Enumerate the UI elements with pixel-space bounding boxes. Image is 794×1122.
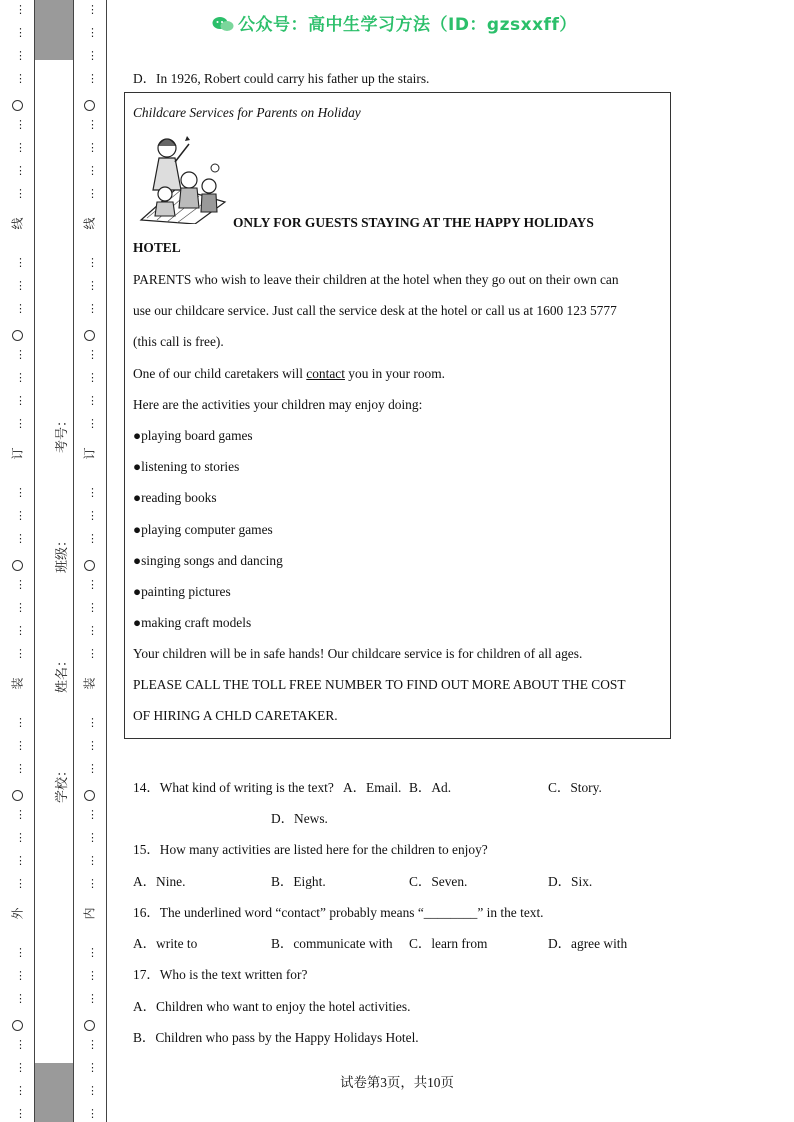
field-name: 姓名： [55,653,71,694]
dotted-cut-line: ⋮ [87,371,98,384]
q14-option-a[interactable]: A．Email. [343,780,402,795]
header-text: 公众号：高中生学习方法（ID：gzsxxff） [238,15,577,35]
field-class: 班级： [55,533,71,574]
dotted-cut-line: ⋮ [87,831,98,844]
outer-binding-margin [0,0,34,1122]
headline-line1: ONLY FOR GUESTS STAYING AT THE HAPPY HOLIDAYS [233,215,594,230]
dotted-cut-line: ⋮ [87,532,98,545]
binding-hole-circle [84,1020,95,1031]
dotted-cut-line: ⋮ [15,1084,26,1097]
dotted-cut-line: ⋮ [15,1038,26,1051]
student-info-band [34,0,74,1122]
paragraph1-line2: use our childcare service. Just call the service desk at the hotel or call us at 1600 123 5777 [133,303,617,318]
paragraph5-line2: OF HIRING A CHLD CARETAKER. [133,708,338,723]
outer-binding-mark: 订 [10,447,25,460]
activity-item: ●reading books [133,490,217,505]
dotted-cut-line: ⋮ [87,877,98,890]
dotted-cut-line: ⋮ [87,72,98,85]
paragraph2 [133,366,445,382]
dotted-cut-line: ⋮ [87,187,98,200]
dotted-cut-line: ⋮ [87,486,98,499]
q14-option-b[interactable]: B．Ad. [409,780,452,795]
dotted-cut-line: ⋮ [15,762,26,775]
dotted-cut-line: ⋮ [87,1061,98,1074]
dotted-cut-line: ⋮ [87,1038,98,1051]
dotted-cut-line: ⋮ [87,3,98,16]
dotted-cut-line: ⋮ [15,647,26,660]
binding-hole-circle [84,330,95,341]
dotted-cut-line: ⋮ [15,854,26,867]
q15-option-d[interactable]: D．Six. [548,874,593,889]
dotted-cut-line: ⋮ [87,647,98,660]
dotted-cut-line: ⋮ [87,118,98,131]
dotted-cut-line: ⋮ [15,532,26,545]
children-illustration [137,128,229,224]
outer-binding-mark: 外 [10,907,25,920]
outer-binding-mark: 线 [10,217,25,230]
paragraph1-line1: PARENTS who wish to leave their children at the hotel when they go out on their own can [133,272,619,287]
dotted-cut-line: ⋮ [87,417,98,430]
binding-hole-circle [12,100,23,111]
binding-hole-circle [12,330,23,341]
activity-item: ●playing board games [133,428,253,443]
previous-option-d: D．In 1926, Robert could carry his father up the stairs. [133,71,430,86]
dotted-cut-line: ⋮ [87,601,98,614]
q15-option-a[interactable]: A．Nine. [133,874,186,889]
dotted-cut-line: ⋮ [15,877,26,890]
outer-binding-mark: 装 [10,677,25,690]
q14-option-d[interactable]: D．News. [271,811,328,826]
activity-item: ●painting pictures [133,584,231,599]
wechat-icon [212,16,234,32]
inner-binding-mark: 订 [82,447,97,460]
binding-hole-circle [12,1020,23,1031]
field-exam-number: 考号： [55,413,71,454]
dotted-cut-line: ⋮ [87,49,98,62]
passage-title: Childcare Services for Parents on Holiday [133,105,361,120]
activity-item: ●playing computer games [133,522,273,537]
dotted-cut-line: ⋮ [87,808,98,821]
dotted-cut-line: ⋮ [15,992,26,1005]
dotted-cut-line: ⋮ [87,26,98,39]
paragraph2-after: you in your room. [344,366,446,381]
dotted-cut-line: ⋮ [15,946,26,959]
inner-binding-mark: 装 [82,677,97,690]
q17-option-a[interactable]: A．Children who want to enjoy the hotel activities. [133,999,411,1014]
dotted-cut-line: ⋮ [87,141,98,154]
binding-hole-circle [84,790,95,801]
page-footer: 试卷第3页，共10页 [340,1075,454,1090]
inner-binding-mark: 内 [82,907,97,920]
headline-line2: HOTEL [133,240,181,255]
dotted-cut-line: ⋮ [15,716,26,729]
binding-hole-circle [84,560,95,571]
dotted-cut-line: ⋮ [15,187,26,200]
dotted-cut-line: ⋮ [87,992,98,1005]
dotted-cut-line: ⋮ [87,946,98,959]
dotted-cut-line: ⋮ [87,302,98,315]
dotted-cut-line: ⋮ [15,371,26,384]
dotted-cut-line: ⋮ [15,302,26,315]
dotted-cut-line: ⋮ [15,164,26,177]
dotted-cut-line: ⋮ [15,969,26,982]
dotted-cut-line: ⋮ [15,624,26,637]
dotted-cut-line: ⋮ [15,3,26,16]
dotted-cut-line: ⋮ [87,969,98,982]
dotted-cut-line: ⋮ [87,394,98,407]
paragraph4: Your children will be in safe hands! Our childcare service is for children of all ages. [133,646,583,661]
q16-option-b[interactable]: B．communicate with [271,936,393,951]
dotted-cut-line: ⋮ [15,256,26,269]
dotted-cut-line: ⋮ [15,72,26,85]
activity-item: ●singing songs and dancing [133,553,283,568]
binding-hole-circle [84,100,95,111]
grey-block-top [35,0,73,60]
dotted-cut-line: ⋮ [87,256,98,269]
dotted-cut-line: ⋮ [15,1107,26,1120]
dotted-cut-line: ⋮ [87,624,98,637]
underlined-word-contact: contact [306,366,345,381]
dotted-cut-line: ⋮ [87,348,98,361]
q15-option-c[interactable]: C．Seven. [409,874,468,889]
dotted-cut-line: ⋮ [15,831,26,844]
wechat-header [212,10,577,35]
paragraph1-line3: (this call is free). [133,334,224,349]
q16-stem: 16．The underlined word “contact” probably means “________” in the text. [133,905,544,920]
dotted-cut-line: ⋮ [15,601,26,614]
q14-stem: 14．What kind of writing is the text? [133,780,334,795]
q17-option-b[interactable]: B．Children who pass by the Happy Holidays Hotel. [133,1030,419,1045]
dotted-cut-line: ⋮ [87,1107,98,1120]
inner-binding-margin [72,0,107,1122]
dotted-cut-line: ⋮ [15,739,26,752]
dotted-cut-line: ⋮ [15,49,26,62]
paragraph5-line1: PLEASE CALL THE TOLL FREE NUMBER TO FIND OUT MORE ABOUT THE COST [133,677,626,692]
dotted-cut-line: ⋮ [87,509,98,522]
activity-item: ●making craft models [133,615,252,630]
dotted-cut-line: ⋮ [15,394,26,407]
q15-option-b[interactable]: B．Eight. [271,874,326,889]
activity-item: ●listening to stories [133,459,240,474]
inner-binding-mark: 线 [82,217,97,230]
dotted-cut-line: ⋮ [15,417,26,430]
q15-stem: 15．How many activities are listed here for the children to enjoy? [133,842,488,857]
dotted-cut-line: ⋮ [15,348,26,361]
dotted-cut-line: ⋮ [87,1084,98,1097]
dotted-cut-line: ⋮ [87,739,98,752]
paragraph3: Here are the activities your children may enjoy doing: [133,397,423,412]
q16-option-d[interactable]: D．agree with [548,936,628,951]
q16-option-a[interactable]: A．write to [133,936,198,951]
q17-stem: 17．Who is the text written for? [133,967,308,982]
dotted-cut-line: ⋮ [87,716,98,729]
dotted-cut-line: ⋮ [87,578,98,591]
dotted-cut-line: ⋮ [87,164,98,177]
field-school: 学校： [55,763,71,804]
q14-option-c[interactable]: C．Story. [548,780,602,795]
dotted-cut-line: ⋮ [15,141,26,154]
dotted-cut-line: ⋮ [15,808,26,821]
dotted-cut-line: ⋮ [87,762,98,775]
dotted-cut-line: ⋮ [15,486,26,499]
dotted-cut-line: ⋮ [15,279,26,292]
q16-option-c[interactable]: C．learn from [409,936,488,951]
dotted-cut-line: ⋮ [15,578,26,591]
binding-hole-circle [12,560,23,571]
dotted-cut-line: ⋮ [15,1061,26,1074]
dotted-cut-line: ⋮ [87,279,98,292]
dotted-cut-line: ⋮ [87,854,98,867]
dotted-cut-line: ⋮ [15,26,26,39]
paragraph2-before: One of our child caretakers will [133,366,307,381]
dotted-cut-line: ⋮ [15,509,26,522]
binding-hole-circle [12,790,23,801]
dotted-cut-line: ⋮ [15,118,26,131]
